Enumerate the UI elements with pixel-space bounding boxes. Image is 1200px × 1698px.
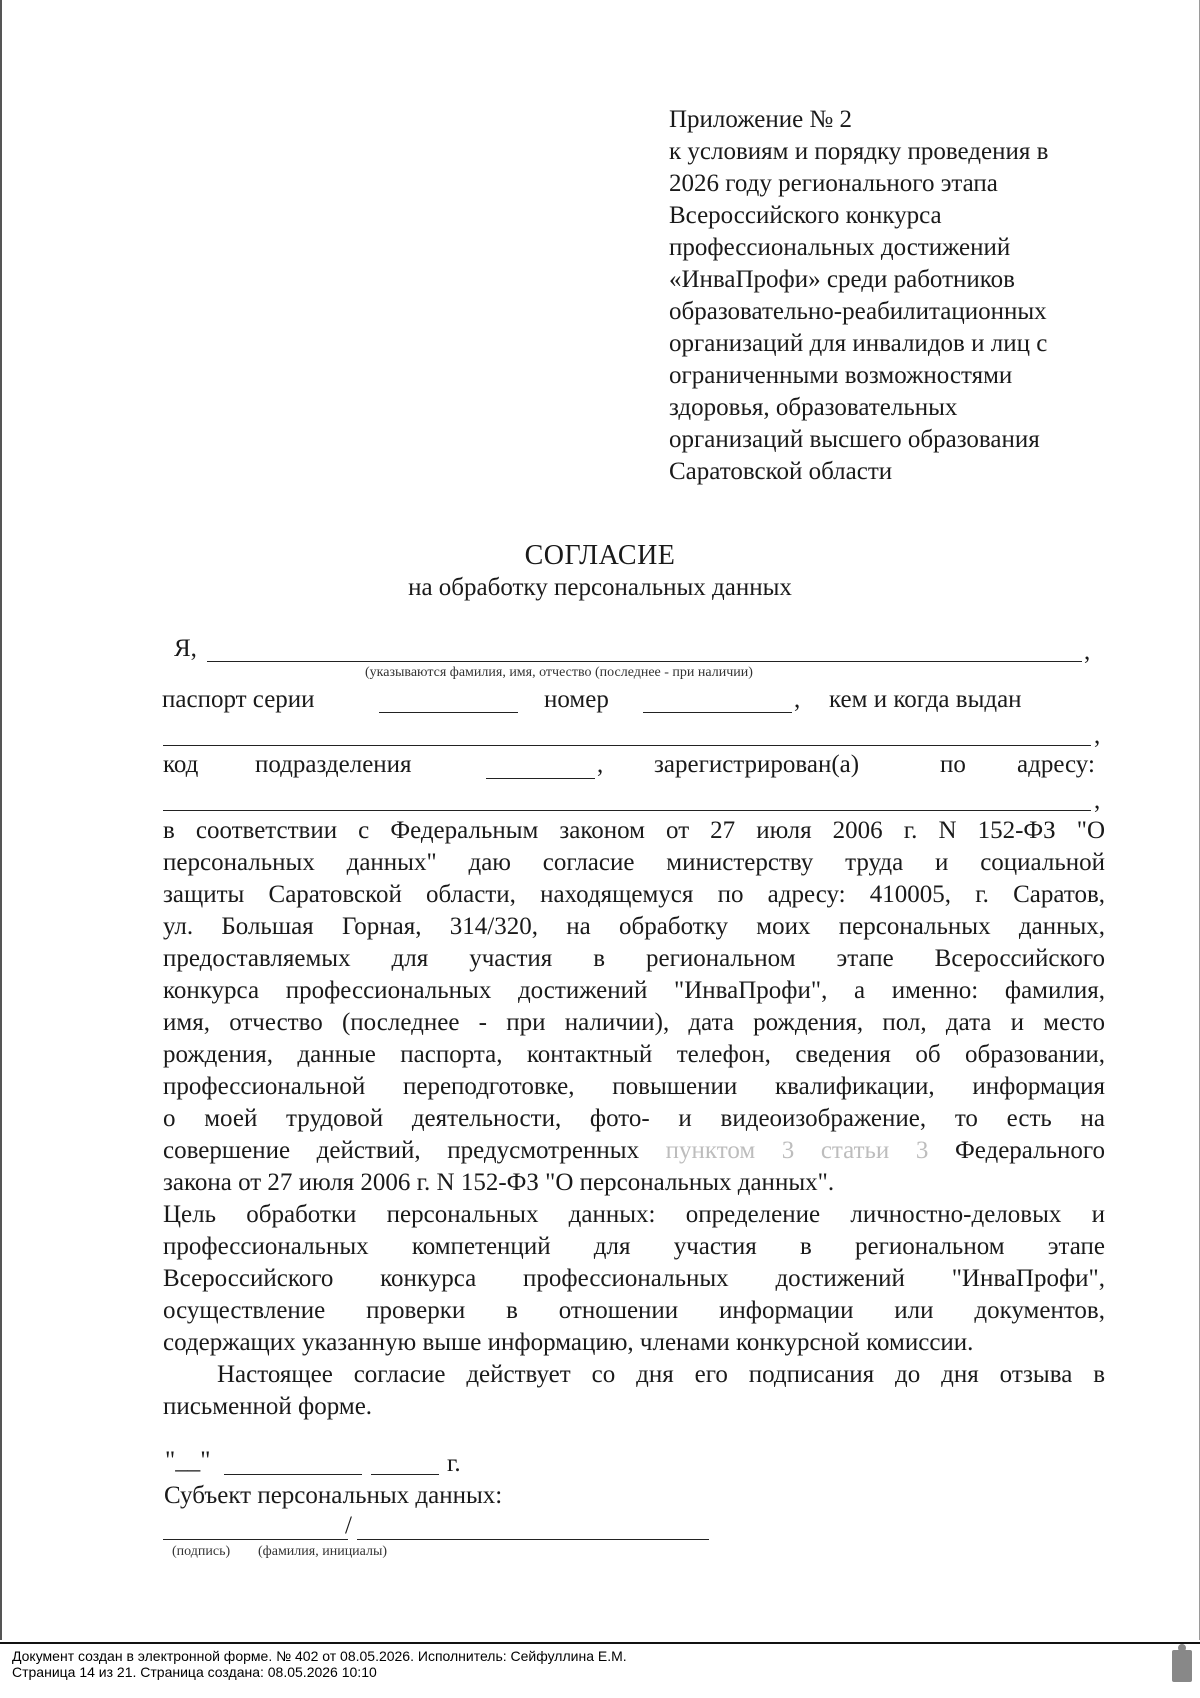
body-line: предоставляемых для участия в региональном этапе Всероссийского: [163, 945, 1105, 972]
signature-hint: (подпись): [172, 1544, 231, 1559]
body-line: содержащих указанную выше информацию, членами конкурсной комиссии.: [163, 1329, 974, 1356]
year-suffix: г.: [447, 1450, 461, 1477]
appendix-line: организаций высшего образования: [669, 426, 1040, 453]
passport-series-label: паспорт серии: [162, 686, 315, 713]
code-label: код: [163, 751, 199, 778]
body-line: о моей трудовой деятельности, фото- и видеоизображение, то есть на: [163, 1105, 1105, 1132]
emblem-icon: [1172, 1650, 1192, 1682]
document-subtitle: на обработку персональных данных: [408, 574, 792, 601]
body-line: рождения, данные паспорта, контактный телефон, сведения об образовании,: [163, 1041, 1105, 1068]
passport-series-blank[interactable]: [379, 712, 518, 713]
address-label: адресу:: [1017, 751, 1095, 778]
body-line: в соответствии с Федеральным законом от 27 июля 2006 г. N 152-ФЗ "О: [163, 817, 1105, 844]
body-line: Цель обработки персональных данных: определение личностно-деловых и: [163, 1201, 1105, 1228]
appendix-line: Всероссийского конкурса: [669, 202, 942, 229]
appendix-line: здоровья, образовательных: [669, 394, 958, 421]
body-line: осуществление проверки в отношении информации или документов,: [163, 1297, 1105, 1324]
passport-number-blank[interactable]: [643, 712, 792, 713]
i-label: Я,: [174, 635, 197, 662]
appendix-line: ограниченными возможностями: [669, 362, 1013, 389]
body-line: письменной форме.: [163, 1393, 373, 1420]
comma: ,: [597, 751, 604, 778]
appendix-line: «ИнваПрофи» среди работников: [669, 266, 1015, 293]
body-text: совершение действий, предусмотренных: [163, 1137, 640, 1164]
appendix-line: организаций для инвалидов и лиц с: [669, 330, 1048, 357]
footer-divider: [0, 1642, 1200, 1644]
body-line: Всероссийского конкурса профессиональных достижений "ИнваПрофи",: [163, 1265, 1105, 1292]
document-title: СОГЛАСИЕ: [524, 540, 676, 571]
appendix-line: Саратовской области: [669, 458, 893, 485]
body-line: закона от 27 июля 2006 г. N 152-ФЗ "О персональных данных".: [163, 1169, 835, 1196]
body-line: профессиональной переподготовке, повышении квалификации, информация: [163, 1073, 1105, 1100]
passport-number-label: номер: [544, 686, 609, 713]
name-initials-blank[interactable]: [357, 1539, 709, 1540]
appendix-line: образовательно-реабилитационных: [669, 298, 1047, 325]
body-line-with-link: [163, 1135, 1105, 1167]
signature-slash: /: [345, 1512, 352, 1539]
body-line: профессиональных компетенций для участия в региональном этапе: [163, 1233, 1105, 1260]
body-line: имя, отчество (последнее - при наличии), дата рождения, пол, дата и место: [163, 1009, 1105, 1036]
body-line: персональных данных" даю согласие министерству труда и социальной: [163, 849, 1105, 876]
comma: ,: [1084, 638, 1091, 665]
body-text: Федерального: [954, 1137, 1106, 1164]
body-line: ул. Большая Горная, 314/320, на обработку моих персональных данных,: [163, 913, 1105, 940]
appendix-line: профессиональных достижений: [669, 234, 1011, 261]
consent-body: [163, 815, 1105, 1423]
footer-line: Документ создан в электронной форме. № 402 от 08.05.2026. Исполнитель: Сейфуллина Е.М.: [12, 1648, 627, 1664]
appendix-line: к условиям и порядку проведения в: [669, 138, 1049, 165]
fio-hint: (указываются фамилия, имя, отчество (последнее - при наличии): [365, 665, 753, 680]
address-blank[interactable]: [163, 810, 1091, 811]
issued-by-label: кем и когда выдан: [829, 686, 1022, 713]
date-month-blank[interactable]: [224, 1474, 362, 1475]
division-code-blank[interactable]: [486, 778, 595, 779]
body-line: защиты Саратовской области, находящемуся по адресу: 410005, г. Саратов,: [163, 881, 1105, 908]
appendix-header: [669, 104, 1109, 488]
comma: ,: [1094, 722, 1101, 749]
footer-line: Страница 14 из 21. Страница создана: 08.05.2026 10:10: [12, 1664, 377, 1680]
date-year-blank[interactable]: [371, 1474, 439, 1475]
date-day-quotes[interactable]: "__": [165, 1447, 211, 1474]
body-line: Настоящее согласие действует со дня его подписания до дня отзыва в: [217, 1361, 1105, 1388]
by-label: по: [940, 751, 966, 778]
comma: ,: [794, 686, 801, 713]
body-line: конкурса профессиональных достижений "ИнваПрофи", а именно: фамилия,: [163, 977, 1105, 1004]
issued-by-blank[interactable]: [163, 745, 1091, 746]
subject-label: Субъект персональных данных:: [164, 1482, 503, 1509]
name-initials-hint: (фамилия, инициалы): [258, 1544, 388, 1559]
comma: ,: [1094, 787, 1101, 814]
registered-label: зарегистрирован(а): [654, 751, 860, 778]
law-article-link[interactable]: пунктом 3 статьи 3: [665, 1137, 929, 1164]
fio-blank-line[interactable]: [207, 661, 1082, 662]
signature-blank[interactable]: [163, 1539, 348, 1540]
appendix-line: 2026 году регионального этапа: [669, 170, 998, 197]
footer: [12, 1648, 627, 1680]
division-label: подразделения: [255, 751, 412, 778]
appendix-line: Приложение № 2: [669, 106, 853, 133]
scan-edge-left: [0, 0, 2, 1640]
